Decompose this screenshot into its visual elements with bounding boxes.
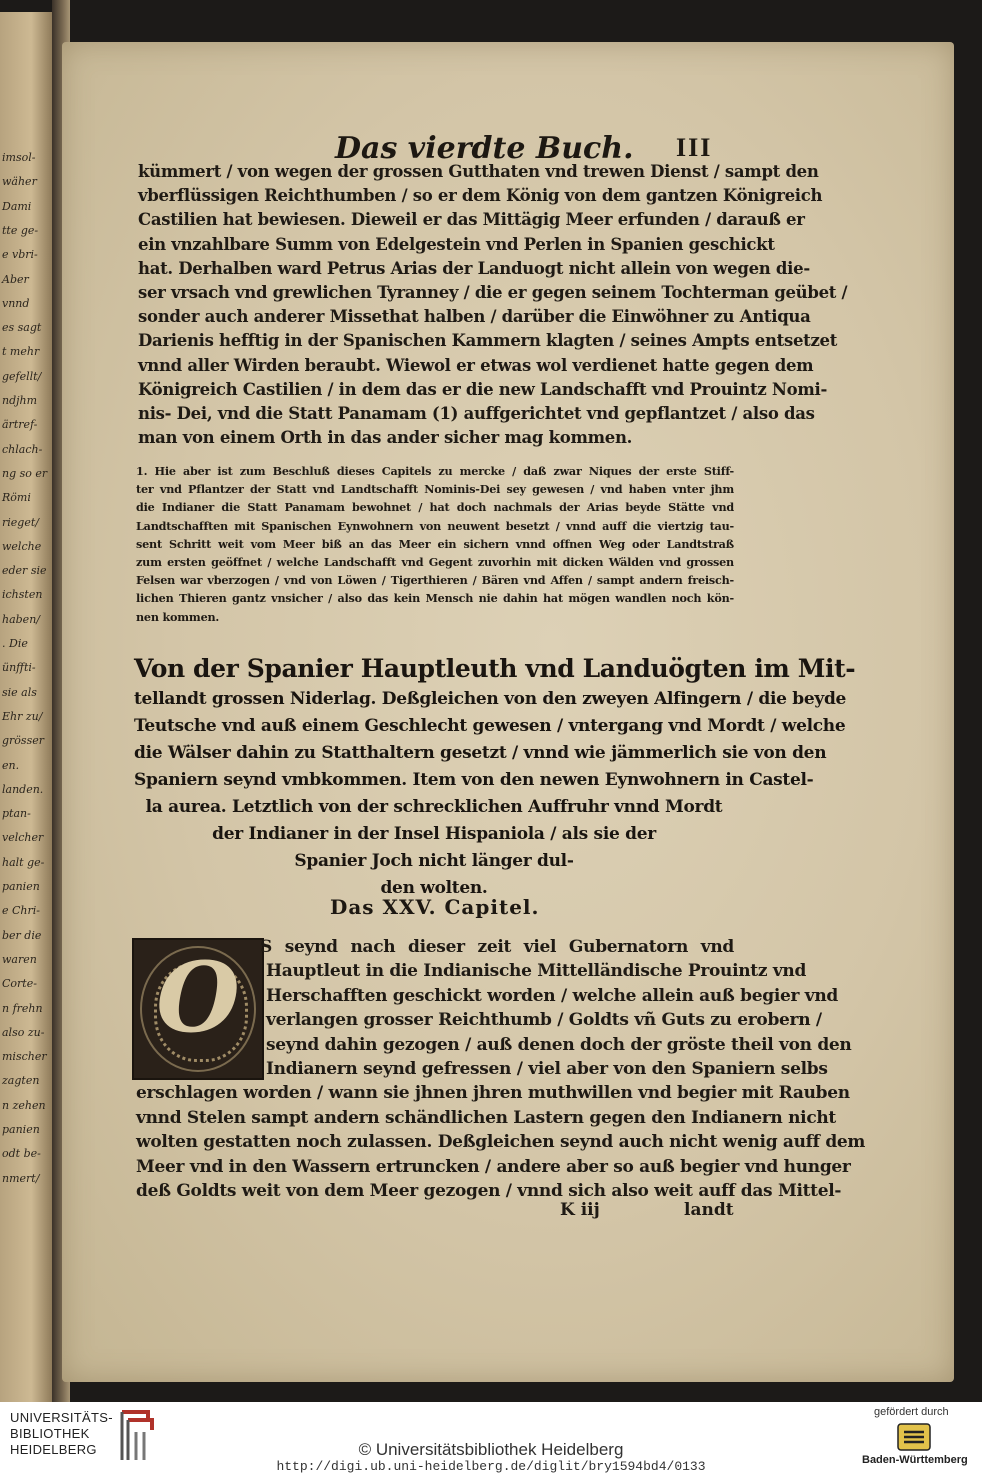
facing-page-fragment: ndjhm	[2, 394, 38, 407]
facing-page-fragment: . Die	[2, 637, 28, 650]
facing-page-fragment: ärtref-	[2, 418, 38, 432]
text-line: Landtschafften mit Spanischen Eynwohnern von neuwent besetzt / vnnd auff die viertzig tau-	[136, 518, 734, 533]
heading-first-line: Von der Spanier Hauptleuth vnd Landuögten im Mit-	[134, 654, 856, 683]
facing-page-fragment: rieget/	[2, 515, 39, 529]
body-paragraph	[138, 160, 848, 450]
text-line: erschlagen worden / wann sie jhnen jhren muthwillen vnd begier mit Rauben	[136, 1083, 850, 1104]
text-line: vberflüssigen Reichthumben / so er dem König von dem gantzen Königreich	[138, 186, 823, 206]
chapter-paragraph	[136, 935, 866, 1203]
facing-page-fragment: ber die	[2, 928, 42, 942]
facing-page-fragment: e Chri-	[2, 904, 41, 918]
facing-page-fragment: ünffti-	[2, 661, 36, 675]
text-line: Castilien hat bewiesen. Dieweil er das Mittägig Meer erfunden / darauß er	[138, 210, 805, 230]
library-name-line: HEIDELBERG	[10, 1442, 97, 1457]
facing-page-fragment: halt ge-	[2, 855, 45, 869]
text-line: Teutsche vnd auß einem Geschlecht gewesen / vntergang vnd Mordt / welche	[134, 716, 846, 736]
text-line: Indianern seynd gefressen / viel aber von den Spaniern selbs	[266, 1058, 828, 1079]
state-coat-of-arms-icon[interactable]	[894, 1422, 934, 1452]
text-line: lichen Thieren gantz vnsicher / also das kein Mensch nie dahin hat mögen wandlen noch kön-	[136, 591, 734, 606]
facing-page-fragment: ng so er	[2, 466, 48, 480]
facing-page-fragment: odt be-	[2, 1147, 41, 1161]
facing-page-fragment: haben/	[2, 612, 40, 626]
facing-page-fragment: es sagt	[2, 321, 42, 335]
facing-page-fragment: panien	[2, 1123, 40, 1136]
text-line: la aurea. Letztlich von der schrecklichen Auffruhr vnnd Mordt	[145, 797, 723, 817]
chapter-label: Das XXV. Capitel.	[330, 895, 540, 919]
text-line: Hauptleut in die Indianische Mittelländische Prouintz vnd	[266, 961, 807, 982]
facing-page-fragment: chlach-	[2, 442, 43, 456]
facing-page-fragment: n zehen	[2, 1098, 46, 1112]
facing-page-fragment: Corte-	[2, 977, 37, 991]
facing-page-fragment: Römi	[2, 491, 31, 505]
text-line: man von einem Orth in das ander sicher mag kommen.	[138, 428, 633, 448]
text-line: sonder auch anderer Missethat halben / darüber die Einwöhner zu Antiqua	[138, 307, 811, 327]
library-name-line: UNIVERSITÄTS-	[10, 1410, 113, 1425]
text-line: Felsen war vberzogen / vnd von Löwen / Tigerthieren / Bären vnd Affen / sampt andern freisch-	[136, 573, 734, 588]
sponsor-name: Baden-Württemberg	[862, 1454, 968, 1466]
text-line: hat. Derhalben ward Petrus Arias der Landuogt nicht allein von wegen die-	[138, 258, 810, 278]
running-title: Das vierdte Buch.	[335, 131, 634, 166]
text-line: Königreich Castilien / in dem das er die new Landschafft vnd Prouintz Nomi-	[138, 379, 828, 399]
facing-page-fragment: Dami	[2, 199, 32, 213]
facing-page-fragment: vnnd	[2, 296, 30, 310]
text-line: deß Goldts weit von dem Meer gezogen / vnnd sich also weit auff das Mittel-	[136, 1180, 842, 1201]
facing-page-fragment: gefellt/	[2, 369, 42, 383]
permalink-url[interactable]: http://digi.ub.uni-heidelberg.de/diglit/bry1594bd4/0133	[276, 1459, 706, 1474]
text-line: ter vnd Pflantzer der Statt vnd Landtschafft Nominis-Dei sey gewesen / vnd haben vnter jhm	[136, 482, 734, 497]
text-line: ein vnzahlbare Summ von Edelgestein vnd Perlen in Spanien geschickt	[138, 234, 775, 254]
text-line: vnnd Stelen sampt andern schändlichen Lastern gegen den Indianern nicht	[136, 1107, 836, 1128]
library-name-line: BIBLIOTHEK	[10, 1426, 90, 1441]
facing-page-fragment: also zu-	[2, 1025, 45, 1039]
text-line: zum ersten geöffnet / welche Landschafft vnd Gegent zuvorhin mit dicken Wälden vnd grossen	[136, 554, 734, 569]
text-line: Spanier Joch nicht länger dul-	[294, 851, 574, 871]
viewer-footer	[0, 1402, 982, 1473]
facing-page-fragment: en.	[2, 758, 20, 772]
text-line: Herschafften geschickt worden / welche allein auß begier vnd	[266, 985, 838, 1006]
sponsor-label: gefördert durch	[874, 1406, 949, 1418]
facing-page-fragment: mischer	[2, 1050, 47, 1064]
facing-page-fragment: n frehn	[2, 1001, 43, 1015]
facing-page-fragment: panien	[2, 880, 40, 893]
catchword: landt	[684, 1200, 734, 1220]
facing-page-fragment: Aber	[2, 272, 29, 286]
text-line: verlangen grosser Reichthumb / Goldts vñ Guts zu erobern /	[266, 1010, 822, 1031]
text-line: Meer vnd in den Wassern ertruncken / andere aber so auß begier vnd hunger	[136, 1156, 851, 1177]
text-line: seynd dahin gezogen / auß denen doch der gröste theil von den	[266, 1034, 852, 1055]
text-line: S seynd nach dieser zeit viel Gubernatorn vnd	[260, 937, 734, 957]
facing-page-fragment: velcher	[2, 831, 44, 845]
text-line: tellandt grossen Niderlag. Deßgleichen von den zweyen Alfingern / die beyde	[134, 689, 847, 709]
text-line: kümmert / von wegen der grossen Gutthaten vnd trewen Dienst / sampt den	[138, 162, 819, 181]
facing-page-fragment: Ehr zu/	[2, 709, 43, 723]
facing-page-fragment: waren	[2, 952, 37, 966]
facing-page-fragment: landen.	[2, 782, 44, 796]
facing-page-fragment: e vbri-	[2, 248, 38, 262]
facing-page-fragment: tte ge-	[2, 223, 39, 237]
text-line: sent Schritt weit vom Meer biß an das Meer ein sichern vnnd offnen Weg oder Landtstraß	[136, 536, 734, 551]
facing-page-fragment: zagten	[2, 1074, 40, 1088]
text-line: ser vrsach vnd grewlichen Tyranney / die er gegen seinem Tochterman geübet /	[138, 282, 848, 302]
text-line: den wolten.	[380, 878, 488, 898]
initial-letter: O	[156, 941, 240, 1054]
facing-page-fragment: ichsten	[2, 588, 43, 602]
facing-page-edge	[0, 12, 52, 1402]
text-line: der Indianer in der Insel Hispaniola / als sie der	[212, 824, 656, 844]
chapter-heading	[134, 652, 856, 902]
footnote-block	[136, 462, 734, 626]
facing-page-fragment: welche	[2, 539, 42, 553]
folio-number: III	[676, 133, 713, 162]
text-line: vnnd aller Wirden beraubt. Wiewol er etwas wol verdienet hatte gegen dem	[138, 355, 814, 375]
text-line: 1. Hie aber ist zum Beschluß dieses Capitels zu mercke / daß zwar Niques der erste Stiff-	[136, 464, 734, 478]
facing-page-fragment: nmert/	[2, 1171, 40, 1185]
text-line: die Indianer die Statt Panamam bewohnet / hat doch nachmals der Arias beyde Stätte vnd	[136, 500, 734, 515]
text-line: nis- Dei, vnd die Statt Panamam (1) auffgerichtet vnd gepflantzet / also das	[138, 403, 815, 423]
text-line: nen kommen.	[136, 609, 220, 624]
facing-page-fragment: grösser	[2, 734, 44, 748]
text-line: die Wälser dahin zu Statthaltern gesetzt / vnnd wie jämmerlich sie von den	[134, 743, 827, 763]
facing-page-fragment: t mehr	[2, 345, 40, 359]
facing-page-fragment: eder sie	[2, 564, 47, 578]
text-line: wolten gestatten noch zulassen. Deßgleichen seynd auch nicht wenig auff dem	[136, 1132, 866, 1153]
facing-page-fragment: ptan-	[2, 807, 31, 821]
facing-page-fragment: sie als	[2, 685, 37, 699]
text-line: Spaniern seynd vmbkommen. Item von den newen Eynwohnern in Castel-	[134, 770, 814, 790]
facing-page-fragment: wäher	[2, 175, 37, 189]
text-line: Darienis hefftig in der Spanischen Kammern klagten / seines Ampts entsetzet	[138, 331, 838, 351]
signature-mark: K iij	[560, 1200, 600, 1220]
copyright-notice: © Universitätsbibliothek Heidelberg	[358, 1440, 624, 1459]
facing-page-fragment: imsol-	[2, 151, 36, 164]
